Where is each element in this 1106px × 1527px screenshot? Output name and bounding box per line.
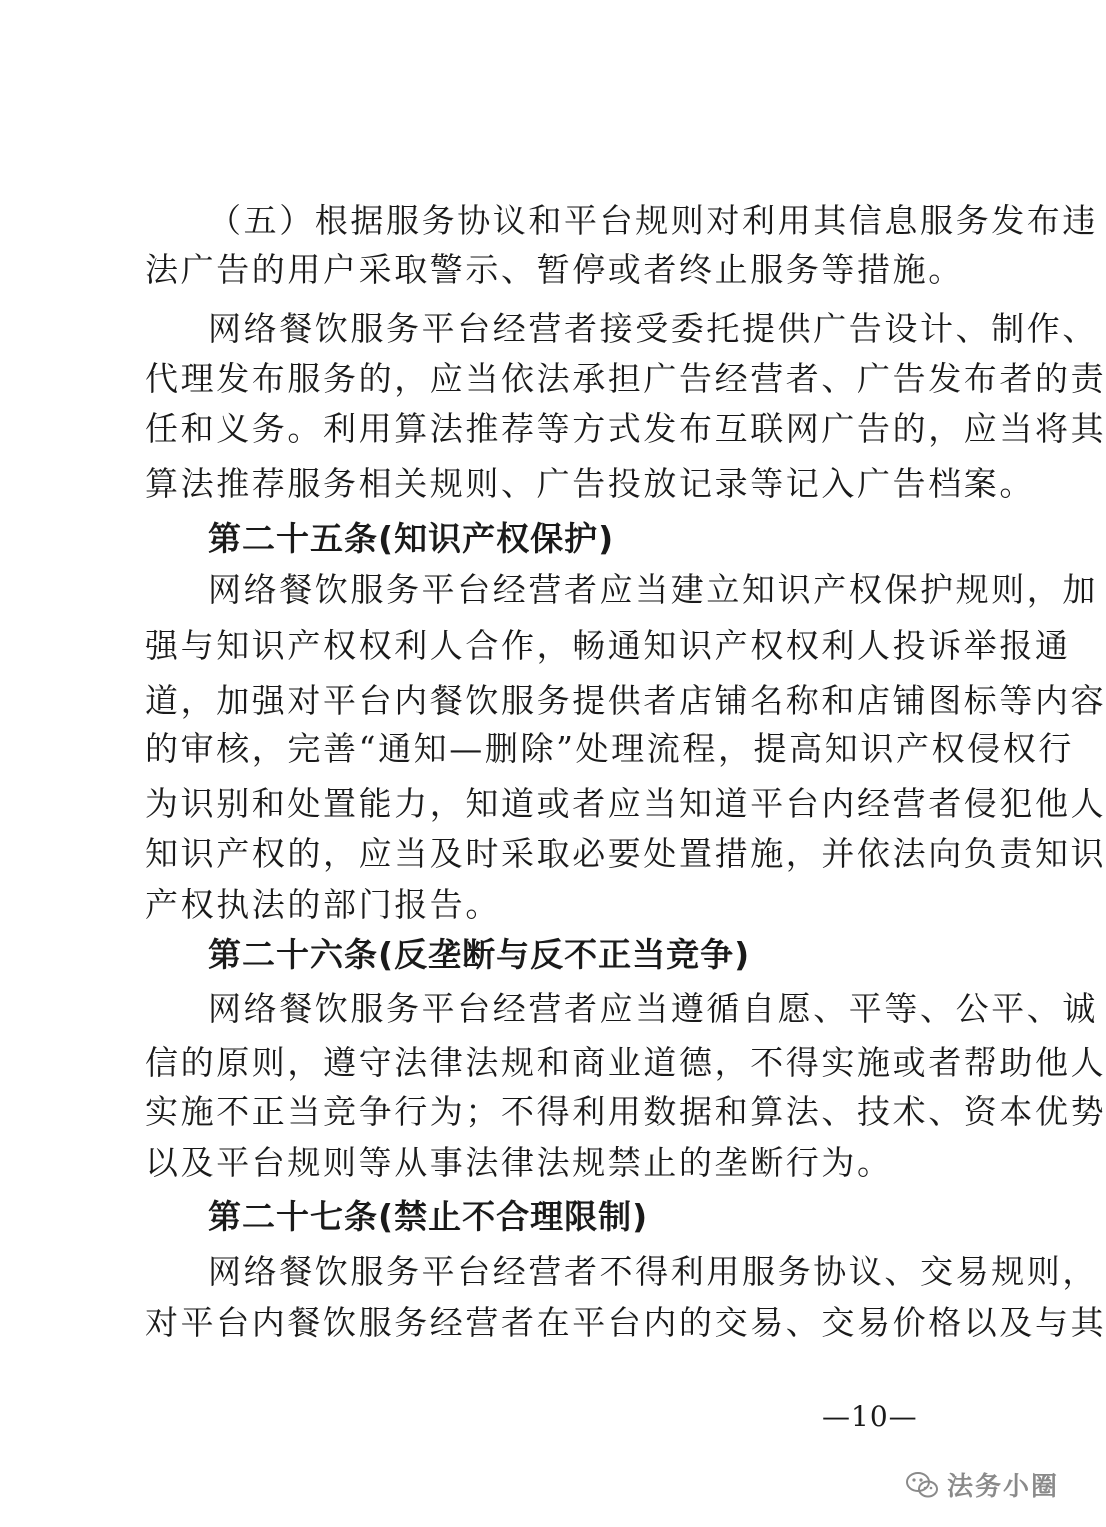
text-line: 网络餐饮服务平台经营者接受委托提供广告设计、制作、 <box>208 309 1098 348</box>
page-number: —10— <box>822 1400 918 1433</box>
text-line: 以及平台规则等从事法律法规禁止的垄断行为。 <box>145 1143 893 1182</box>
text-line: 法广告的用户采取警示、暂停或者终止服务等措施。 <box>145 250 964 289</box>
watermark <box>905 1466 1059 1503</box>
text-line: 道，加强对平台内餐饮服务提供者店铺名称和店铺图标等内容 <box>145 681 1106 720</box>
text-line: 实施不正当竞争行为；不得利用数据和算法、技术、资本优势 <box>145 1092 1106 1131</box>
text-line: 代理发布服务的，应当依法承担广告经营者、广告发布者的责 <box>145 359 1106 398</box>
article-heading: 第二十五条(知识产权保护) <box>208 519 615 558</box>
wechat-icon <box>905 1471 939 1499</box>
text-line: 强与知识产权权利人合作，畅通知识产权权利人投诉举报通 <box>145 626 1071 665</box>
text-line: （五）根据服务协议和平台规则对利用其信息服务发布违 <box>208 201 1098 240</box>
text-line: 产权执法的部门报告。 <box>145 885 501 924</box>
article-heading: 第二十七条(禁止不合理限制) <box>208 1197 649 1236</box>
text-line: 算法推荐服务相关规则、广告投放记录等记入广告档案。 <box>145 464 1035 503</box>
text-line: 的审核，完善“通知—删除”处理流程，提高知识产权侵权行 <box>145 729 1074 768</box>
text-line: 信的原则，遵守法律法规和商业道德，不得实施或者帮助他人 <box>145 1043 1106 1082</box>
text-line: 知识产权的，应当及时采取必要处置措施，并依法向负责知识 <box>145 834 1106 873</box>
text-line: 网络餐饮服务平台经营者不得利用服务协议、交易规则， <box>208 1252 1098 1291</box>
watermark-text: 法务小圈 <box>947 1472 1060 1502</box>
text-line: 对平台内餐饮服务经营者在平台内的交易、交易价格以及与其 <box>145 1303 1106 1342</box>
text-line: 为识别和处置能力，知道或者应当知道平台内经营者侵犯他人 <box>145 784 1106 823</box>
text-line: 网络餐饮服务平台经营者应当建立知识产权保护规则，加 <box>208 570 1098 609</box>
article-heading: 第二十六条(反垄断与反不正当竞争) <box>208 935 751 974</box>
text-line: 任和义务。利用算法推荐等方式发布互联网广告的，应当将其 <box>145 409 1106 448</box>
text-line: 网络餐饮服务平台经营者应当遵循自愿、平等、公平、诚 <box>208 989 1098 1028</box>
